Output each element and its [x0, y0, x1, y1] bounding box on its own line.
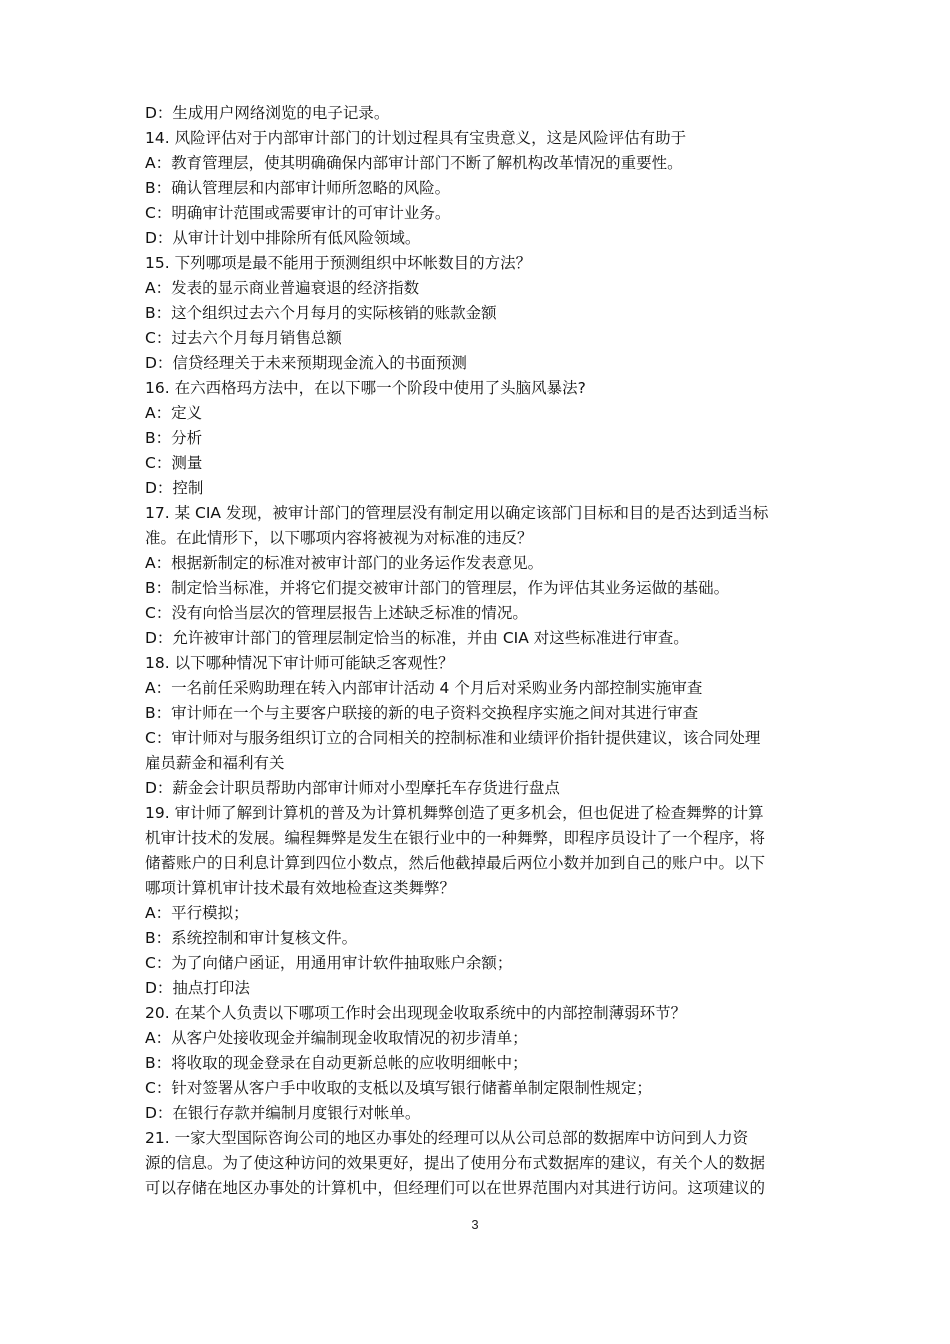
- text-line: C：过去六个月每月销售总额: [145, 329, 342, 347]
- text-line: C：没有向恰当层次的管理层报告上述缺乏标准的情况。: [145, 604, 528, 622]
- text-line: A：根据新制定的标准对被审计部门的业务运作发表意见。: [145, 554, 544, 572]
- text-line: 准。在此情形下，以下哪项内容将被视为对标准的违反？: [145, 529, 533, 547]
- text-line: D：从审计计划中排除所有低风险领域。: [145, 229, 421, 247]
- text-line: D：抽点打印法: [145, 979, 250, 997]
- text-line: B：制定恰当标准，并将它们提交被审计部门的管理层，作为评估其业务运做的基础。: [145, 579, 730, 597]
- text-line: 20. 在某个人负责以下哪项工作时会出现现金收取系统中的内部控制薄弱环节？: [145, 1004, 687, 1022]
- text-line: 储蓄账户的日利息计算到四位小数点，然后他截掉最后两位小数并加到自己的账户中。以下: [145, 854, 766, 872]
- text-line: A：从客户处接收现金并编制现金收取情况的初步清单；: [145, 1029, 528, 1047]
- text-line: D：允许被审计部门的管理层制定恰当的标准，并由 CIA 对这些标准进行审查。: [145, 629, 689, 647]
- text-line: B：将收取的现金登录在自动更新总帐的应收明细帐中；: [145, 1054, 528, 1072]
- text-line: 18. 以下哪种情况下审计师可能缺乏客观性？: [145, 654, 454, 672]
- text-line: C：明确审计范围或需要审计的可审计业务。: [145, 204, 451, 222]
- text-line: C：为了向储户函证，用通用审计软件抽取账户余额；: [145, 954, 513, 972]
- page-content: [145, 101, 813, 1201]
- text-line: D：在银行存款并编制月度银行对帐单。: [145, 1104, 421, 1122]
- text-line: 17. 某 CIA 发现，被审计部门的管理层没有制定用以确定该部门目标和目的是否达到适当标: [145, 504, 769, 522]
- text-line: 15. 下列哪项是最不能用于预测组织中坏帐数目的方法？: [145, 254, 532, 272]
- text-line: 16. 在六西格玛方法中，在以下哪一个阶段中使用了头脑风暴法?: [145, 379, 586, 397]
- text-line: 14. 风险评估对于内部审计部门的计划过程具有宝贵意义，这是风险评估有助于: [145, 129, 687, 147]
- text-line: 雇员薪金和福利有关: [145, 754, 285, 772]
- text-line: 机审计技术的发展。编程舞弊是发生在银行业中的一种舞弊，即程序员设计了一个程序，将: [145, 829, 766, 847]
- text-line: B：系统控制和审计复核文件。: [145, 929, 358, 947]
- text-line: A：一名前任采购助理在转入内部审计活动 4 个月后对采购业务内部控制实施审查: [145, 679, 703, 697]
- text-line: 哪项计算机审计技术最有效地检查这类舞弊？: [145, 879, 456, 897]
- text-line: 19. 审计师了解到计算机的普及为计算机舞弊创造了更多机会，但也促进了检查舞弊的计算: [145, 804, 764, 822]
- text-line: C：测量: [145, 454, 203, 472]
- text-line: A：平行模拟；: [145, 904, 249, 922]
- text-line: B：审计师在一个与主要客户联接的新的电子资料交换程序实施之间对其进行审查: [145, 704, 699, 722]
- text-line: D：信贷经理关于未来预期现金流入的书面预测: [145, 354, 467, 372]
- page-number: 3: [471, 1217, 479, 1232]
- text-line: B：确认管理层和内部审计师所忽略的风险。: [145, 179, 451, 197]
- text-line: C：审计师对与服务组织订立的合同相关的控制标准和业绩评价指针提供建议，该合同处理: [145, 729, 761, 747]
- text-line: 21. 一家大型国际咨询公司的地区办事处的经理可以从公司总部的数据库中访问到人力资: [145, 1129, 749, 1147]
- text-line: B：这个组织过去六个月每月的实际核销的账款金额: [145, 304, 497, 322]
- text-line: C：针对签署从客户手中收取的支柢以及填写银行储蓄单制定限制性规定；: [145, 1079, 652, 1097]
- text-line: 可以存储在地区办事处的计算机中，但经理们可以在世界范围内对其进行访问。这项建议的: [145, 1179, 766, 1197]
- text-line: D：薪金会计职员帮助内部审计师对小型摩托车存货进行盘点: [145, 779, 560, 797]
- text-line: B：分析: [145, 429, 203, 447]
- text-line: 源的信息。为了使这种访问的效果更好，提出了使用分布式数据库的建议，有关个人的数据: [145, 1154, 766, 1172]
- text-line: A：定义: [145, 404, 203, 422]
- text-line: A：发表的显示商业普遍衰退的经济指数: [145, 279, 420, 297]
- text-line: D：生成用户网络浏览的电子记录。: [145, 104, 390, 122]
- text-line: A：教育管理层，使其明确确保内部审计部门不断了解机构改革情况的重要性。: [145, 154, 683, 172]
- text-line: D：控制: [145, 479, 204, 497]
